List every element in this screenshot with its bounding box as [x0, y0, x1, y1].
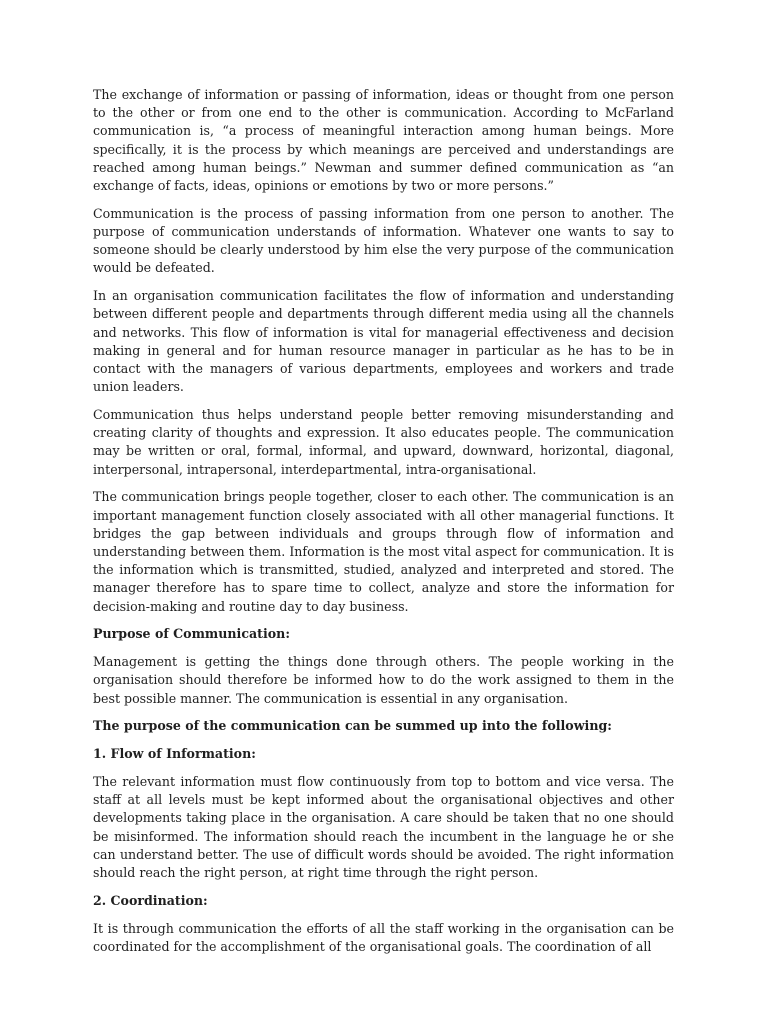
definition-paragraph: Communication is the process of passing information from one person to another. The purpose of communication understands of information. Whatever one wants to say to someone should be clearly understood by him else the very purpose of the communication would be defeated.	[93, 205, 674, 276]
clarity-paragraph: Communication thus helps understand people better removing misunderstanding and creating clarity of thoughts and expression. It also educates people. The communication may be written or oral, formal, informal, and upward, downward, horizontal, diagonal, interpersonal, intrapersonal, interdepartmental, intra-organisational.	[93, 407, 674, 477]
organisation-paragraph: In an organisation communication facilitates the flow of information and understanding between different people and departments through different media using all the channels and networks. This flow of information is vital for managerial effectiveness and decision making in general and for human resource manager in particular as he has to be in contact with the managers of various departments, employees and workers and trade union leaders.	[93, 288, 674, 395]
flow-of-information-paragraph: The relevant information must flow continuously from top to bottom and vice versa. The staff at all levels must be kept informed about the organisational objectives and other developments taking place in the organisation. A care should be taken that no one should be misinformed. The information should reach the incumbent in the language he or she can understand better. The use of difficult words should be avoided. The right information should reach the right person, at right time through the right person.	[93, 774, 674, 881]
flow-of-information-heading: 1. Flow of Information:	[93, 746, 256, 762]
document-page	[93, 86, 674, 966]
purpose-paragraph: Management is getting the things done through others. The people working in the organisation should therefore be informed how to do the work assigned to them in the best possible manner. The communication is essential in any organisation.	[93, 654, 674, 706]
purpose-heading: Purpose of Communication:	[93, 626, 290, 642]
coordination-paragraph: It is through communication the efforts of all the staff working in the organisation can be coordinated for the accomplishment of the organisational goals. The coordination of all	[93, 920, 674, 954]
summary-heading: The purpose of the communication can be summed up into the following:	[93, 718, 612, 734]
management-function-paragraph: The communication brings people together, closer to each other. The communication is an important management function closely associated with all other managerial functions. It bridges the gap between individuals and groups through flow of information and understanding between them. Information is the most vital aspect for communication. It is the information which is transmitted, studied, analyzed and interpreted and stored. The manager therefore has to spare time to collect, analyze and store the information for decision-making and routine day to day business.	[93, 489, 674, 614]
intro-paragraph: The exchange of information or passing of information, ideas or thought from one person to the other or from one end to the other is communication. According to McFarland communication is, “a process of meaningful interaction among human beings. More specifically, it is the process by which meanings are perceived and understandings are reached among human beings.” Newman and summer defined communication as “an exchange of facts, ideas, opinions or emotions by two or more persons.”	[93, 87, 674, 194]
coordination-heading: 2. Coordination:	[93, 892, 208, 908]
